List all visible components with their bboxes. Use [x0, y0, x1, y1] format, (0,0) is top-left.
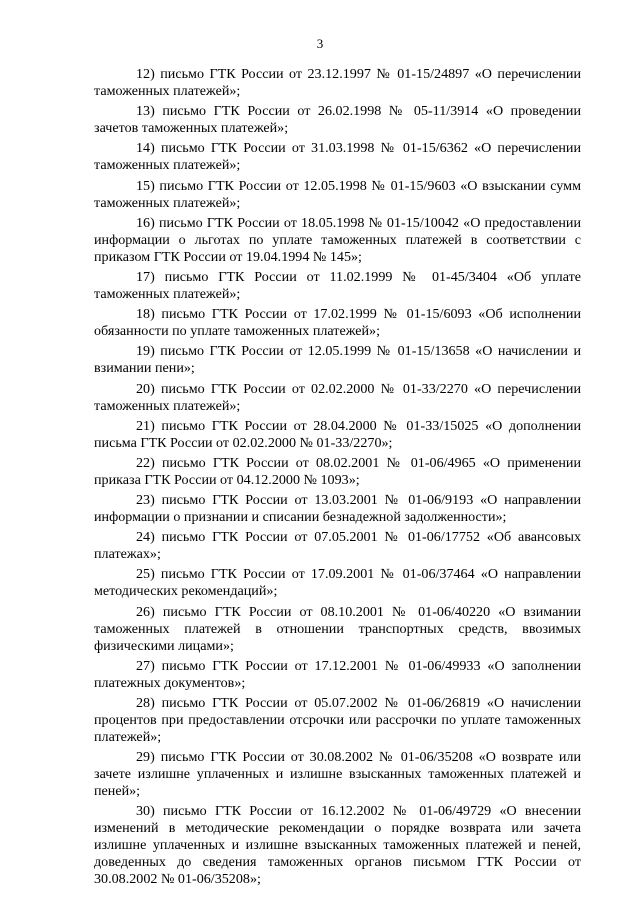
- document-list: [94, 66, 581, 892]
- list-item-25: 25) письмо ГТК России от 17.09.2001 № 01-06/37464 «О направлении методических рекомендаций»;: [94, 566, 581, 600]
- list-item-16: 16) письмо ГТК России от 18.05.1998 № 01-15/10042 «О предоставлении информации о льготах по уплате таможенных платежей в соответствии с приказом ГТК России от 19.04.1994 № 145»;: [94, 214, 581, 265]
- list-item-27: 27) письмо ГТК России от 17.12.2001 № 01-06/49933 «О заполнении платежных документов»;: [94, 657, 581, 691]
- list-item-28: 28) письмо ГТК России от 05.07.2002 № 01-06/26819 «О начислении процентов при предоставлении отсрочки или рассрочки по уплате таможенных платежей»;: [94, 695, 581, 745]
- list-item-19: 19) письмо ГТК России от 12.05.1999 № 01-15/13658 «О начислении и взимании пени»;: [94, 343, 581, 377]
- list-item-20: 20) письмо ГТК России от 02.02.2000 № 01-33/2270 «О перечислении таможенных платежей»;: [94, 380, 581, 414]
- list-item-30: 30) письмо ГТК России от 16.12.2002 № 01-06/49729 «О внесении изменений в методические рекомендации о порядке возврата или зачета излишне уплаченных и излишне взысканных таможенных платежей и пеней, доведенных до сведения таможенных органов письмом ГТК России от 30.08.2002 № 01-06/35208»;: [94, 803, 581, 888]
- list-item-22: 22) письмо ГТК России от 08.02.2001 № 01-06/4965 «О применении приказа ГТК России от 04.12.2000 № 1093»;: [94, 454, 581, 488]
- list-item-23: 23) письмо ГТК России от 13.03.2001 № 01-06/9193 «О направлении информации о признании и списании безнадежной задолженности»;: [94, 492, 581, 526]
- page-number: 3: [316, 36, 324, 51]
- list-item-15: 15) письмо ГТК России от 12.05.1998 № 01-15/9603 «О взыскании сумм таможенных платежей»;: [94, 177, 581, 211]
- list-item-21: 21) письмо ГТК России от 28.04.2000 № 01-33/15025 «О дополнении письма ГТК России от 02.02.2000 № 01-33/2270»;: [94, 417, 581, 451]
- list-item-13: 13) письмо ГТК России от 26.02.1998 № 05-11/3914 «О проведении зачетов таможенных платежей»;: [94, 103, 581, 137]
- list-item-26: 26) письмо ГТК России от 08.10.2001 № 01-06/40220 «О взимании таможенных платежей в отношении транспортных средств, ввозимых физическими лицами»;: [94, 603, 581, 654]
- list-item-29: 29) письмо ГТК России от 30.08.2002 № 01-06/35208 «О возврате или зачете излишне уплаченных и излишне взысканных таможенных платежей и пеней»;: [94, 749, 581, 800]
- list-item-14: 14) письмо ГТК России от 31.03.1998 № 01-15/6362 «О перечислении таможенных платежей»;: [94, 140, 581, 174]
- list-item-24: 24) письмо ГТК России от 07.05.2001 № 01-06/17752 «Об авансовых платежах»;: [94, 529, 581, 563]
- list-item-12: 12) письмо ГТК России от 23.12.1997 № 01-15/24897 «О перечислении таможенных платежей»;: [94, 66, 581, 99]
- list-item-17: 17) письмо ГТК России от 11.02.1999 № 01-45/3404 «Об уплате таможенных платежей»;: [94, 268, 581, 302]
- list-item-18: 18) письмо ГТК России от 17.02.1999 № 01-15/6093 «Об исполнении обязанности по уплате таможенных платежей»;: [94, 306, 581, 340]
